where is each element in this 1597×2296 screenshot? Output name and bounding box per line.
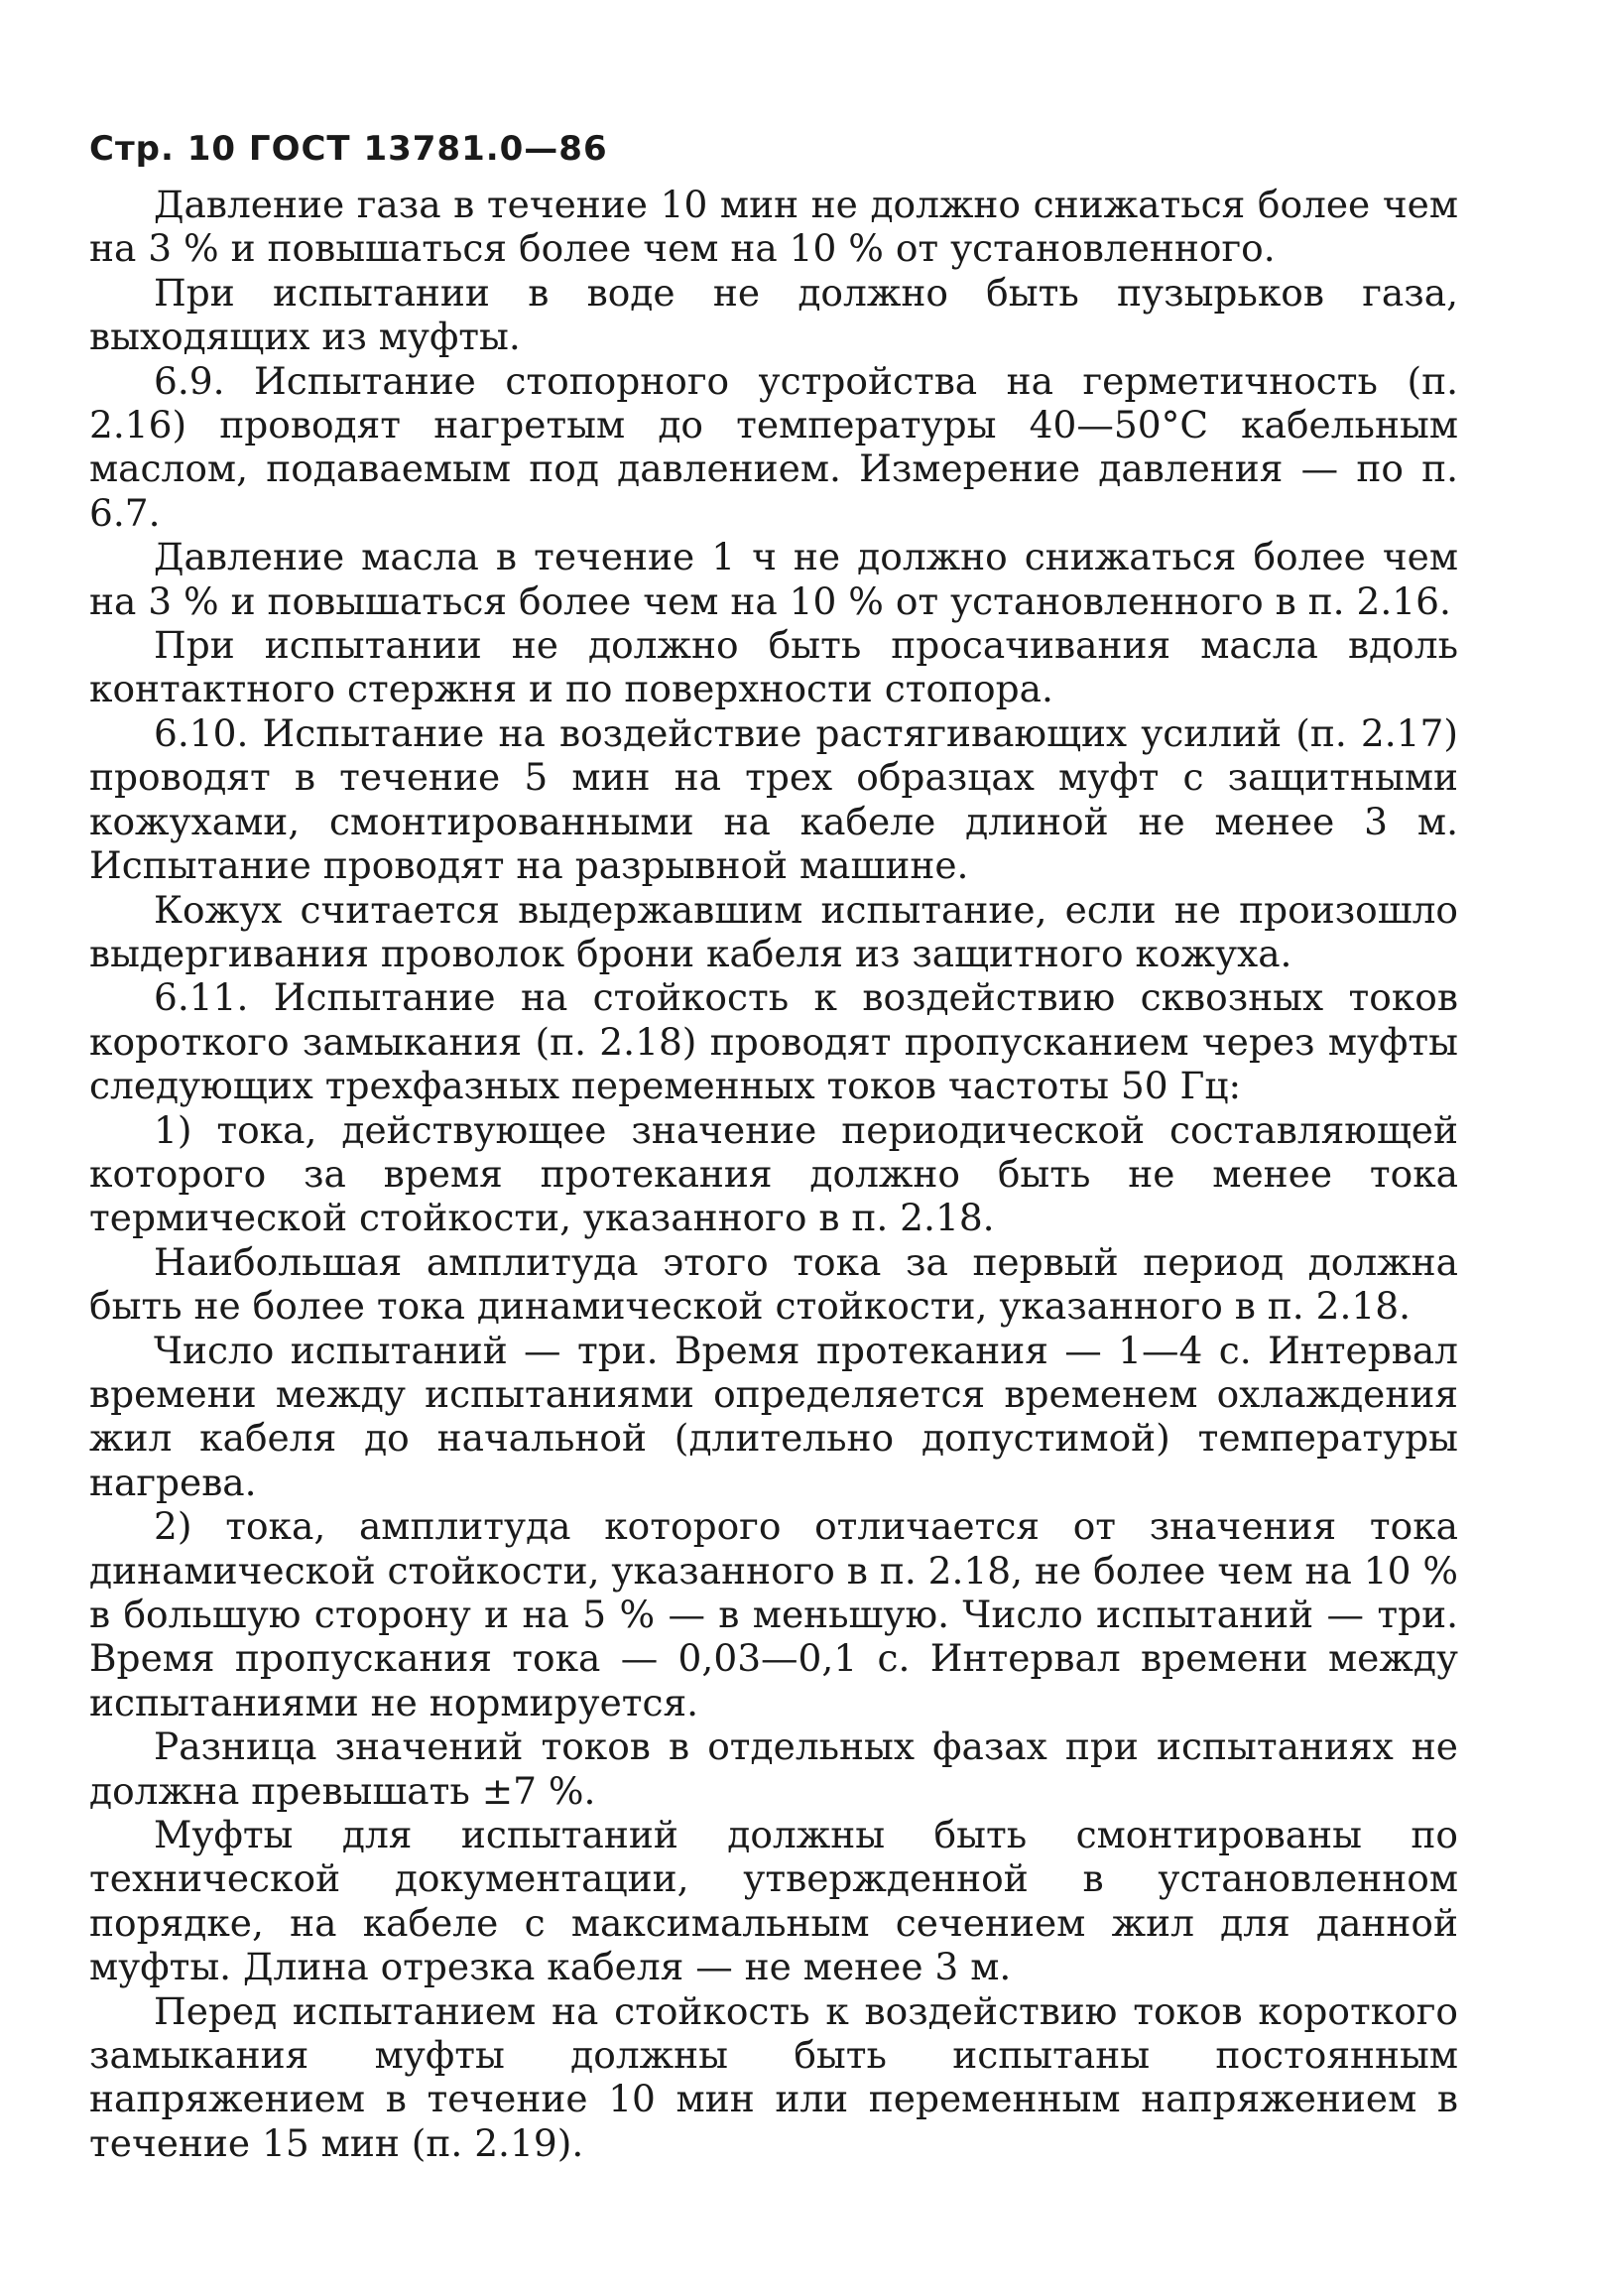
paragraph: 1) тока, действующее значение периодической составляющей которого за время протекания должно быть не менее тока термической стойкости, указанного в п. 2.18. [89, 1107, 1458, 1240]
paragraph: Давление масла в течение 1 ч не должно снижаться более чем на 3 % и повышаться более чем на 10 % от установленного в п. 2.16. [89, 535, 1458, 623]
paragraph: Наибольшая амплитуда этого тока за первый период должна быть не более тока динамической стойкости, указанного в п. 2.18. [89, 1239, 1458, 1329]
paragraph: 2) тока, амплитуда которого отличается от значения тока динамической стойкости, указанного в п. 2.18, не более чем на 10 % в большую сторону и на 5 % — в меньшую. Число испытаний — три. Время пропускания тока — 0,03—0,1 с. Интервал времени между испытаниями не нормируется. [89, 1504, 1459, 1724]
paragraph: При испытании не должно быть просачивания масла вдоль контактного стержня и по поверхности стопора. [89, 623, 1458, 711]
paragraph: Давление газа в течение 10 мин не должно снижаться более чем на 3 % и повышаться более чем на 10 % от установленного. [89, 183, 1458, 271]
paragraph: При испытании в воде не должно быть пузырьков газа, выходящих из муфты. [89, 270, 1458, 359]
body-text [89, 183, 1458, 2165]
paragraph: Кожух считается выдержавшим испытание, если не произошло выдергивания проволок брони кабеля из защитного кожуха. [89, 887, 1458, 975]
paragraph: 6.11. Испытание на стойкость к воздействию сквозных токов короткого замыкания (п. 2.18) проводят пропусканием через муфты следующих трехфазных переменных токов частоты 50 Гц: [89, 975, 1458, 1108]
paragraph: Перед испытанием на стойкость к воздействию токов короткого замыкания муфты должны быть испытаны постоянным напряжением в течение 10 мин или переменным напряжением в течение 15 мин (п. 2.19). [89, 1988, 1458, 2165]
paragraph: 6.10. Испытание на воздействие растягивающих усилий (п. 2.17) проводят в течение 5 мин на трех образцах муфт с защитными кожухами, смонтированными на кабеле длиной не менее 3 м. Испытание проводят на разрывной машине. [89, 710, 1458, 888]
paragraph: Разница значений токов в отдельных фазах при испытаниях не должна превышать ±7 %. [89, 1724, 1458, 1813]
paragraph: Муфты для испытаний должны быть смонтированы по технической документации, утвержденной в установленном порядке, на кабеле с максимальным сечением жил для данной муфты. Длина отрезка кабеля — не менее 3 м. [89, 1813, 1458, 1989]
paragraph: 6.9. Испытание стопорного устройства на герметичность (п. 2.16) проводят нагретым до температуры 40—50°С кабельным маслом, подаваемым под давлением. Измерение давления — по п. 6.7. [89, 358, 1458, 535]
paragraph: Число испытаний — три. Время протекания — 1—4 с. Интервал времени между испытаниями определяется временем охлаждения жил кабеля до начальной (длительно допустимой) температуры нагрева. [89, 1328, 1458, 1504]
page-header: Стр. 10 ГОСТ 13781.0—86 [89, 129, 608, 169]
